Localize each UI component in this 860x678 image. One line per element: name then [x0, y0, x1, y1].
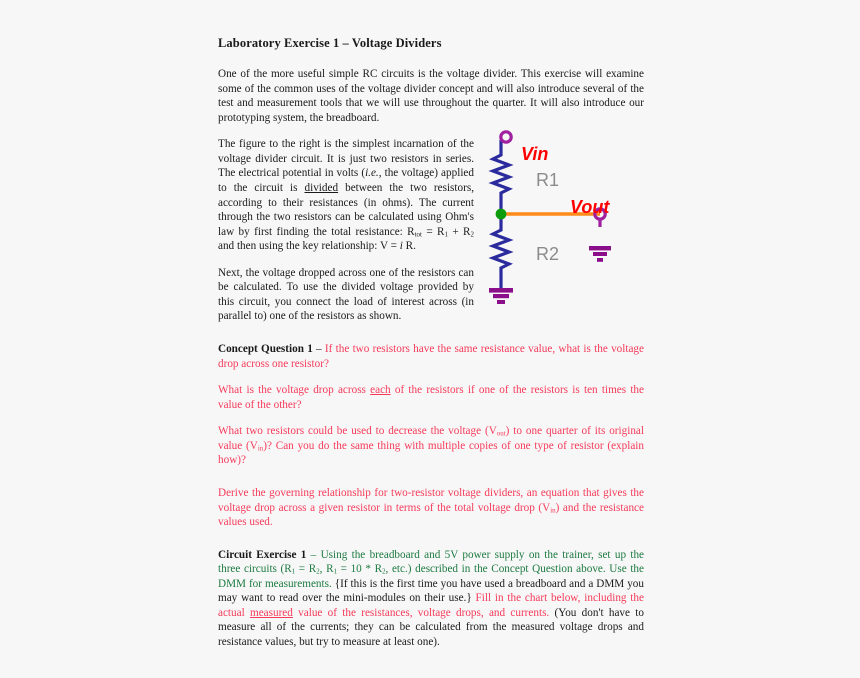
voltage-divider-circuit-figure — [488, 130, 638, 310]
circuit-exercise-green-sub1: 1 — [291, 567, 296, 576]
figure-par-sub-1: 1 — [444, 230, 448, 239]
circuit-schematic-svg — [488, 130, 638, 310]
figure-label-vout: Vout — [570, 197, 610, 217]
circuit-exercise-paragraph — [218, 548, 644, 650]
circuit-exercise-green-sub4: 2 — [382, 567, 386, 576]
figure-par-part5: + R — [447, 225, 471, 238]
figure-par-part2: , the voltage) applied to the circuit is — [218, 167, 474, 194]
question-quarter-part3: )? Can you do the same thing with multiple copies of one type of resistor (explain how)? — [218, 439, 644, 467]
question-each-part1: What is the voltage drop across — [218, 384, 371, 397]
figure-par-italic-i: i — [399, 240, 403, 253]
question-derive-part2: ) and the resistance values used. — [218, 501, 644, 529]
concept-question-text: If the two resistors have the same resistance value, what is the voltage drop across one resistor? — [218, 343, 644, 370]
figure-par-underline-divided: divided — [304, 181, 339, 194]
figure-par-part6: and then using the key relationship: V = — [218, 240, 400, 253]
circuit-exercise-green-sub3: 1 — [333, 567, 338, 576]
resistor-r1 — [493, 151, 509, 214]
circuit-exercise-black2: (You don't have to measure all of the currents; they can be calculated from the measured voltage drops and resistance values, but try to measure at least one). — [218, 606, 644, 648]
circuit-exercise-green-sub2: 2 — [316, 567, 320, 576]
ground-symbol-main — [489, 288, 513, 304]
figure-par-part3: between the two resistors, according to their resistances (in ohms). The current through the two resistors can be calculated using Ohm's law by first finding the total resistance: R — [218, 181, 474, 238]
load-paragraph: Next, the voltage dropped across one of the resistors can be calculated. To use the divided voltage provided by this circuit, you connect the load of interest across (in parallel to) one of the resistors as shown. — [218, 266, 474, 323]
terminal-vin-circle — [501, 132, 511, 142]
question-each-part2: of the resistors if one of the resistors is ten times the value of the other? — [218, 384, 644, 411]
intro-paragraph: One of the more useful simple RC circuits is the voltage divider. This exercise will examine some of the common uses of the voltage divider concept and will also introduce several of the test and measurement tools that we will use throughout the quarter. It will also introduce our prototyping system, the breadboard. — [218, 68, 644, 124]
circuit-exercise-green5: , etc.) described in the Concept Question above. Use the DMM for measurements. — [218, 563, 644, 590]
circuit-exercise-dash: – — [306, 548, 321, 561]
page-title: Laboratory Exercise 1 – Voltage Dividers — [218, 36, 442, 50]
question-derive-paragraph — [218, 486, 644, 530]
figure-par-sub-2: 2 — [470, 230, 474, 239]
figure-label-vin: Vin — [521, 144, 549, 164]
resistor-r2 — [493, 214, 509, 288]
figure-par-part7: R. — [402, 240, 416, 253]
figure-par-part1: The figure to the right is the simplest incarnation of the voltage divider circuit. It is just two resistors in series. The electrical potential in volts ( — [218, 138, 474, 180]
concept-question-label: Concept Question 1 — [218, 343, 313, 355]
question-quarter-part2: ) to one quarter of its original value (V — [218, 425, 644, 452]
question-derive-sub-in: in — [550, 506, 556, 515]
circuit-exercise-label: Circuit Exercise 1 — [218, 548, 307, 561]
node-junction-green — [496, 209, 507, 220]
figure-par-italic-ie: i.e. — [365, 167, 379, 180]
circuit-exercise-green2: = R — [295, 563, 317, 576]
ground-symbol-vout — [589, 246, 611, 262]
concept-question-dash: – — [312, 343, 325, 355]
figure-par-part4: = R — [421, 225, 445, 238]
circuit-exercise-green3: , R — [319, 563, 334, 576]
concept-question-paragraph — [218, 342, 644, 371]
figure-label-r2: R2 — [536, 244, 560, 264]
circuit-exercise-black1: {If this is the first time you have used a breadboard and a DMM you may want to read over the mini-modules on their use.} — [218, 577, 644, 605]
question-quarter-paragraph — [218, 424, 644, 468]
circuit-exercise-green4: = 10 * R — [337, 563, 383, 576]
question-derive-part1: Derive the governing relationship for two-resistor voltage dividers, an equation that gives the voltage drop across a given resistor in terms of the total voltage drop (V — [218, 486, 644, 514]
figure-label-r1: R1 — [536, 170, 560, 190]
question-quarter-sub-in: in — [257, 444, 264, 453]
question-each-underline-each: each — [370, 384, 391, 397]
figure-description-paragraph — [218, 137, 474, 254]
question-each-paragraph — [218, 383, 644, 412]
circuit-exercise-red2: value of the resistances, voltage drops, and currents. — [292, 606, 550, 619]
circuit-exercise-red-underline-measured: measured — [250, 606, 293, 619]
figure-par-sub-tot: tot — [414, 230, 422, 239]
circuit-exercise-red1: Fill in the chart below, including the actual — [218, 592, 644, 619]
question-quarter-part1: What two resistors could be used to decrease the voltage (V — [218, 425, 497, 438]
question-quarter-sub-out: out — [496, 429, 506, 438]
circuit-exercise-green1: Using the breadboard and 5V power supply on the trainer, set up the three circuits (R — [218, 548, 645, 576]
